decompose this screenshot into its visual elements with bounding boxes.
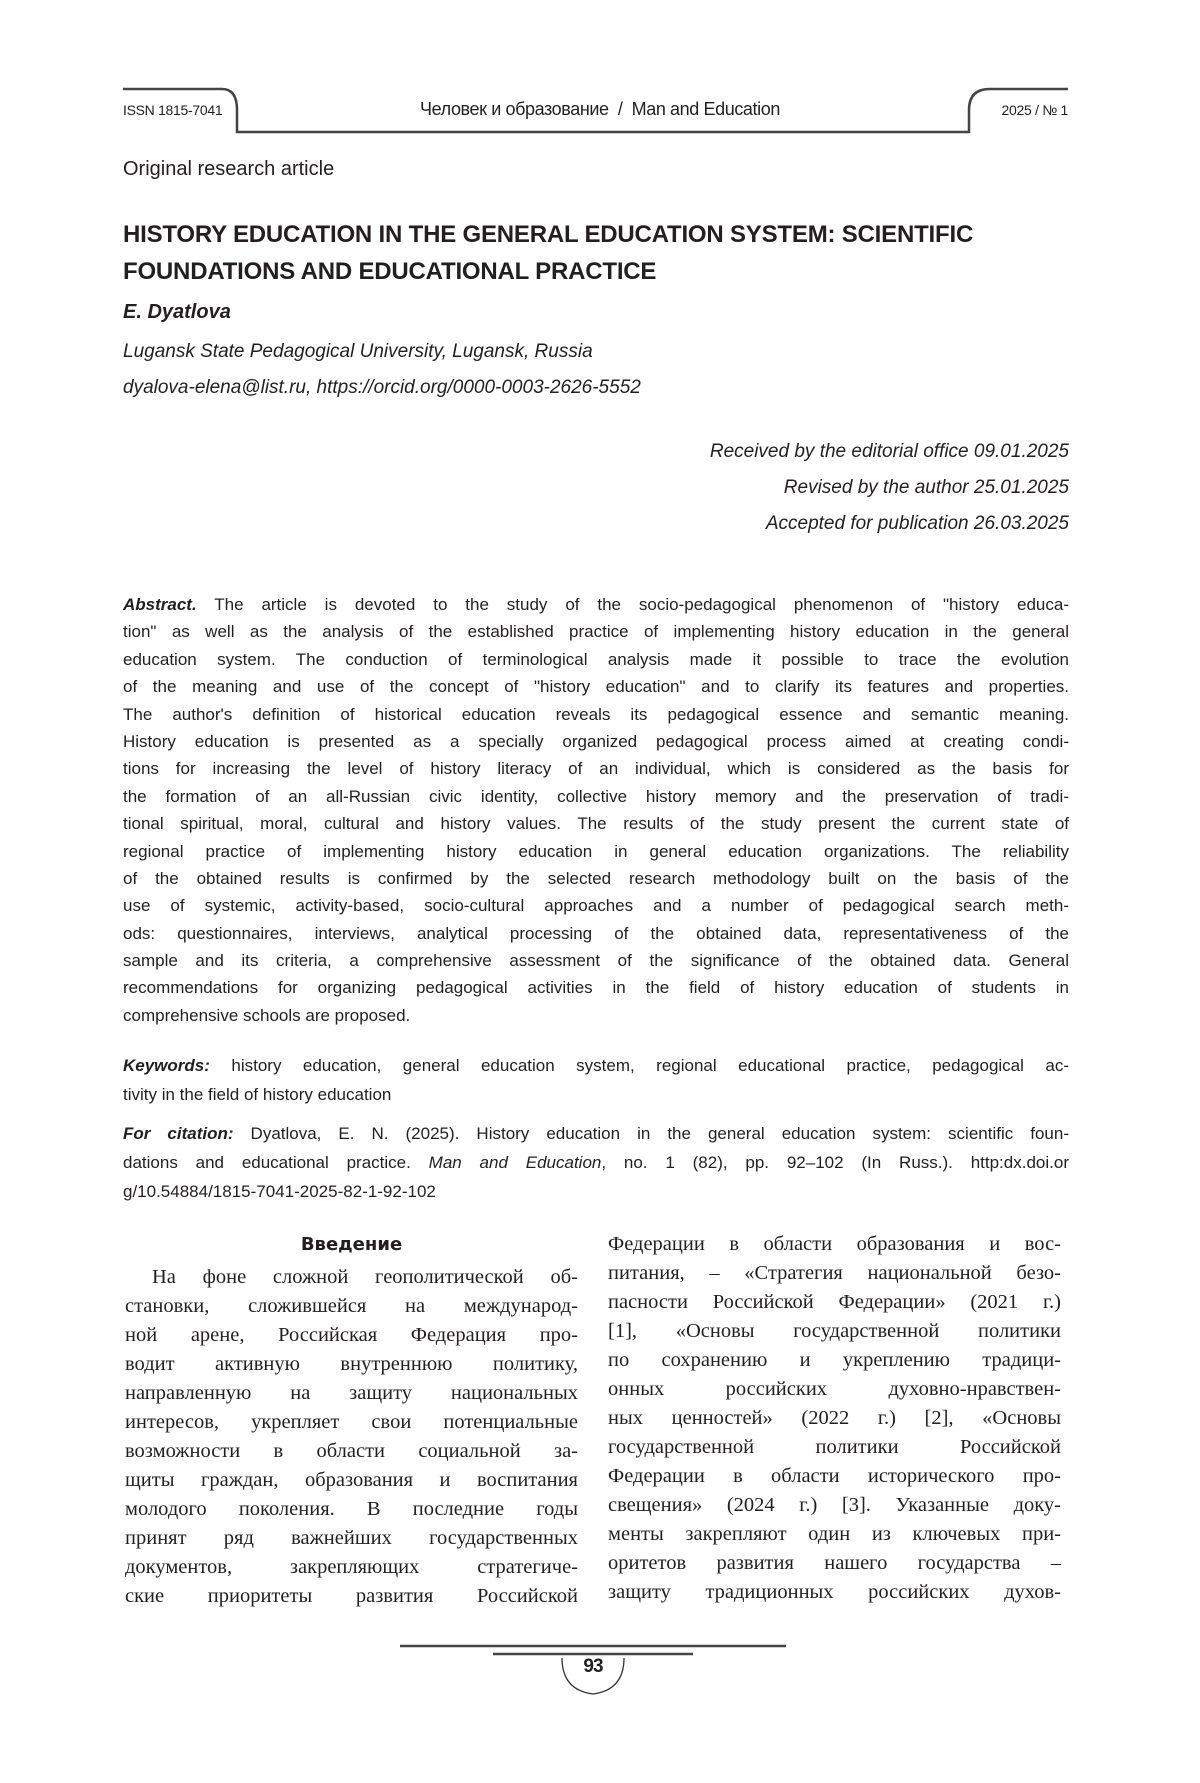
text-line: государственной политики Российской <box>608 1433 1061 1462</box>
issue-number: 2025 / № 1 <box>1001 102 1068 118</box>
page-number: 93 <box>560 1656 626 1678</box>
text-line: оритетов развития нашего государства – <box>608 1549 1061 1578</box>
title-line: HISTORY EDUCATION IN THE GENERAL EDUCATION SYSTEM: SCIENTIFIC <box>123 216 1083 253</box>
text-line: education system. The conduction of terminological analysis made it possible to trace the evolution <box>123 646 1069 673</box>
article-title <box>123 216 1083 290</box>
text-line: направленную на защиту национальных <box>125 1379 578 1408</box>
text-line: свещения» (2024 г.) [3]. Указанные доку- <box>608 1491 1061 1520</box>
text-line: use of systemic, activity-based, socio-cultural approaches and a number of pedagogical search meth- <box>123 892 1069 919</box>
text-line: Abstract. The article is devoted to the study of the socio-pedagogical phenomenon of "history educa- <box>123 591 1069 618</box>
text-line: водит активную внутреннюю политику, <box>125 1350 578 1379</box>
citation-label: For citation: <box>123 1124 234 1143</box>
date-received: Received by the editorial office 09.01.2025 <box>710 441 1069 463</box>
text-line: по сохранению и укреплению традици- <box>608 1346 1061 1375</box>
text-line: щиты граждан, образования и воспитания <box>125 1466 578 1495</box>
text-line: regional practice of implementing history education in general education organizations. The reliability <box>123 838 1069 865</box>
keywords <box>123 1051 1069 1109</box>
text-line: ods: questionnaires, interviews, analytical processing of the obtained data, representativeness of the <box>123 920 1069 947</box>
text-line: tional spiritual, moral, cultural and history values. The results of the study present the current state of <box>123 810 1069 837</box>
abstract <box>123 591 1069 1029</box>
title-line: FOUNDATIONS AND EDUCATIONAL PRACTICE <box>123 253 1083 290</box>
text-line: интересов, укрепляет свои потенциальные <box>125 1408 578 1437</box>
text-line: tions for increasing the level of history literacy of an individual, which is considered as the basis for <box>123 755 1069 782</box>
text-line: Keywords: history education, general education system, regional educational practice, pedagogical ac- <box>123 1051 1069 1080</box>
date-revised: Revised by the author 25.01.2025 <box>784 477 1069 499</box>
text-line: пасности Российской Федерации» (2021 г.) <box>608 1288 1061 1317</box>
text-line: recommendations for organizing pedagogical activities in the field of history education of students in <box>123 974 1069 1001</box>
date-accepted: Accepted for publication 26.03.2025 <box>766 513 1069 535</box>
text-line: of the meaning and use of the concept of "history education" and to clarify its features and properties. <box>123 673 1069 700</box>
author-contact: dyalova-elena@list.ru, https://orcid.org/0000-0003-2626-5552 <box>123 377 641 399</box>
section-heading-introduction: Введение <box>125 1230 578 1259</box>
text-line: На фоне сложной геополитической об- <box>125 1263 578 1292</box>
issn: ISSN 1815-7041 <box>123 102 222 118</box>
article-type: Original research article <box>123 158 334 181</box>
citation-text: , no. 1 (82), pp. 92–102 (In Russ.). http:dx.doi.or <box>601 1153 1069 1172</box>
text-line: онных российских духовно-нравствен- <box>608 1375 1061 1404</box>
text-line: возможности в области социальной за- <box>125 1437 578 1466</box>
text-line: принят ряд важнейших государственных <box>125 1524 578 1553</box>
text-line: молодого поколения. В последние годы <box>125 1495 578 1524</box>
text-line: ных ценностей» (2022 г.) [2], «Основы <box>608 1404 1061 1433</box>
text-line: защиту традиционных российских духов- <box>608 1578 1061 1607</box>
text-line: ские приоритеты развития Российской <box>125 1582 578 1611</box>
affiliation: Lugansk State Pedagogical University, Lugansk, Russia <box>123 341 593 363</box>
lead-label: Keywords: <box>123 1056 210 1075</box>
text-line: питания, – «Стратегия национальной безо- <box>608 1259 1061 1288</box>
text-line: tivity in the field of history education <box>123 1080 1069 1109</box>
text-line: The author's definition of historical education reveals its pedagogical essence and semantic meaning. <box>123 701 1069 728</box>
citation-text: dations and educational practice. <box>123 1153 429 1172</box>
body-column-left <box>125 1263 578 1611</box>
text-line: the formation of an all-Russian civic identity, collective history memory and the preservation of tradi- <box>123 783 1069 810</box>
citation-text: Dyatlova, E. N. (2025). History education in the general education system: scientific foun- <box>234 1124 1069 1143</box>
text-line: [1], «Основы государственной политики <box>608 1317 1061 1346</box>
text-line: Федерации в области образования и вос- <box>608 1230 1061 1259</box>
citation-doi: g/10.54884/1815-7041-2025-82-1-92-102 <box>123 1182 436 1201</box>
text-line: History education is presented as a specially organized pedagogical process aimed at creating condi- <box>123 728 1069 755</box>
text-line: comprehensive schools are proposed. <box>123 1002 1069 1029</box>
text-line: документов, закрепляющих стратегиче- <box>125 1553 578 1582</box>
citation <box>123 1119 1069 1206</box>
body-column-right <box>608 1230 1061 1607</box>
text-line: менты закрепляют один из ключевых при- <box>608 1520 1061 1549</box>
journal-name: Человек и образование / Man and Education <box>0 99 1200 120</box>
citation-journal: Man and Education <box>429 1153 602 1172</box>
author-name: E. Dyatlova <box>123 301 231 324</box>
text-line: tion" as well as the analysis of the established practice of implementing history education in the general <box>123 618 1069 645</box>
text-line: Федерации в области исторического про- <box>608 1462 1061 1491</box>
text-line: ной арене, Российская Федерация про- <box>125 1321 578 1350</box>
text-line: of the obtained results is confirmed by the selected research methodology built on the basis of the <box>123 865 1069 892</box>
text-line: становки, сложившейся на международ- <box>125 1292 578 1321</box>
text-line: sample and its criteria, a comprehensive assessment of the significance of the obtained data. General <box>123 947 1069 974</box>
lead-label: Abstract. <box>123 595 197 614</box>
